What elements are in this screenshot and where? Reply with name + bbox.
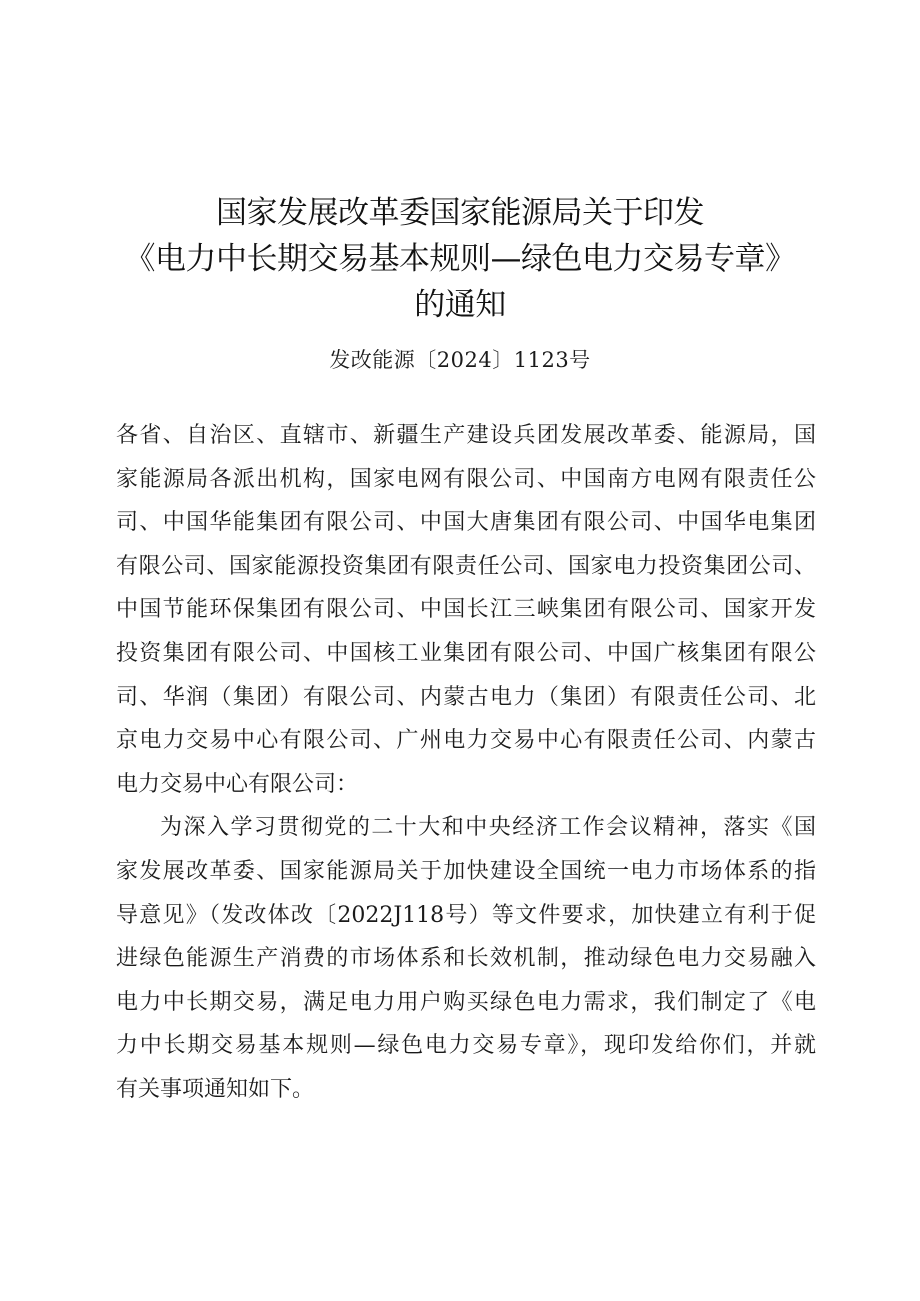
addressee-line: 家能源局各派出机构，国家电网有限公司、中国南方电网有限责任公 (116, 466, 816, 492)
addressee-line: 京电力交易中心有限公司、广州电力交易中心有限责任公司、内蒙古 (116, 728, 816, 754)
addressee-line: 投资集团有限公司、中国核工业集团有限公司、中国广核集团有限公 (116, 640, 816, 666)
paragraph-line: 进绿色能源生产消费的市场体系和长效机制，推动绿色电力交易融入 (116, 946, 816, 972)
addressee-line: 电力交易中心有限公司： (116, 771, 359, 797)
paragraph-line: 为深入学习贯彻党的二十大和中央经济工作会议精神，落实《国 (160, 815, 816, 841)
document-number: 发改能源〔2024〕1123号 (329, 348, 591, 372)
title-line: 国家发展改革委国家能源局关于印发 (216, 195, 704, 231)
addressee-line: 各省、自治区、直辖市、新疆生产建设兵团发展改革委、能源局，国 (116, 423, 816, 448)
paragraph-line: 导意见》（发改体改〔2022J118号）等文件要求，加快建立有利于促 (116, 902, 816, 928)
paragraph-line: 家发展改革委、国家能源局关于加快建设全国统一电力市场体系的指 (116, 858, 816, 884)
title-line: 的通知 (414, 287, 506, 323)
addressee-block (116, 414, 816, 806)
addressee-line: 中国节能环保集团有限公司、中国长江三峡集团有限公司、国家开发 (116, 597, 816, 623)
title-line: 《电力中长期交易基本规则—绿色电力交易专章》 (124, 241, 796, 277)
document-title (0, 190, 920, 328)
addressee-line: 有限公司、国家能源投资集团有限责任公司、国家电力投资集团公司、 (116, 553, 816, 579)
addressee-line: 司、中国华能集团有限公司、中国大唐集团有限公司、中国华电集团 (116, 510, 816, 536)
paragraph-line: 有关事项通知如下。 (116, 1076, 315, 1102)
document-body (116, 414, 816, 1112)
addressee-line: 司、华润（集团）有限公司、内蒙古电力（集团）有限责任公司、北 (116, 684, 816, 710)
paragraph-line: 力中长期交易基本规则—绿色电力交易专章》，现印发给你们，并就 (116, 1033, 816, 1059)
paragraph-line: 电力中长期交易，满足电力用户购买绿色电力需求，我们制定了《电 (116, 989, 816, 1015)
intro-paragraph (116, 806, 816, 1111)
